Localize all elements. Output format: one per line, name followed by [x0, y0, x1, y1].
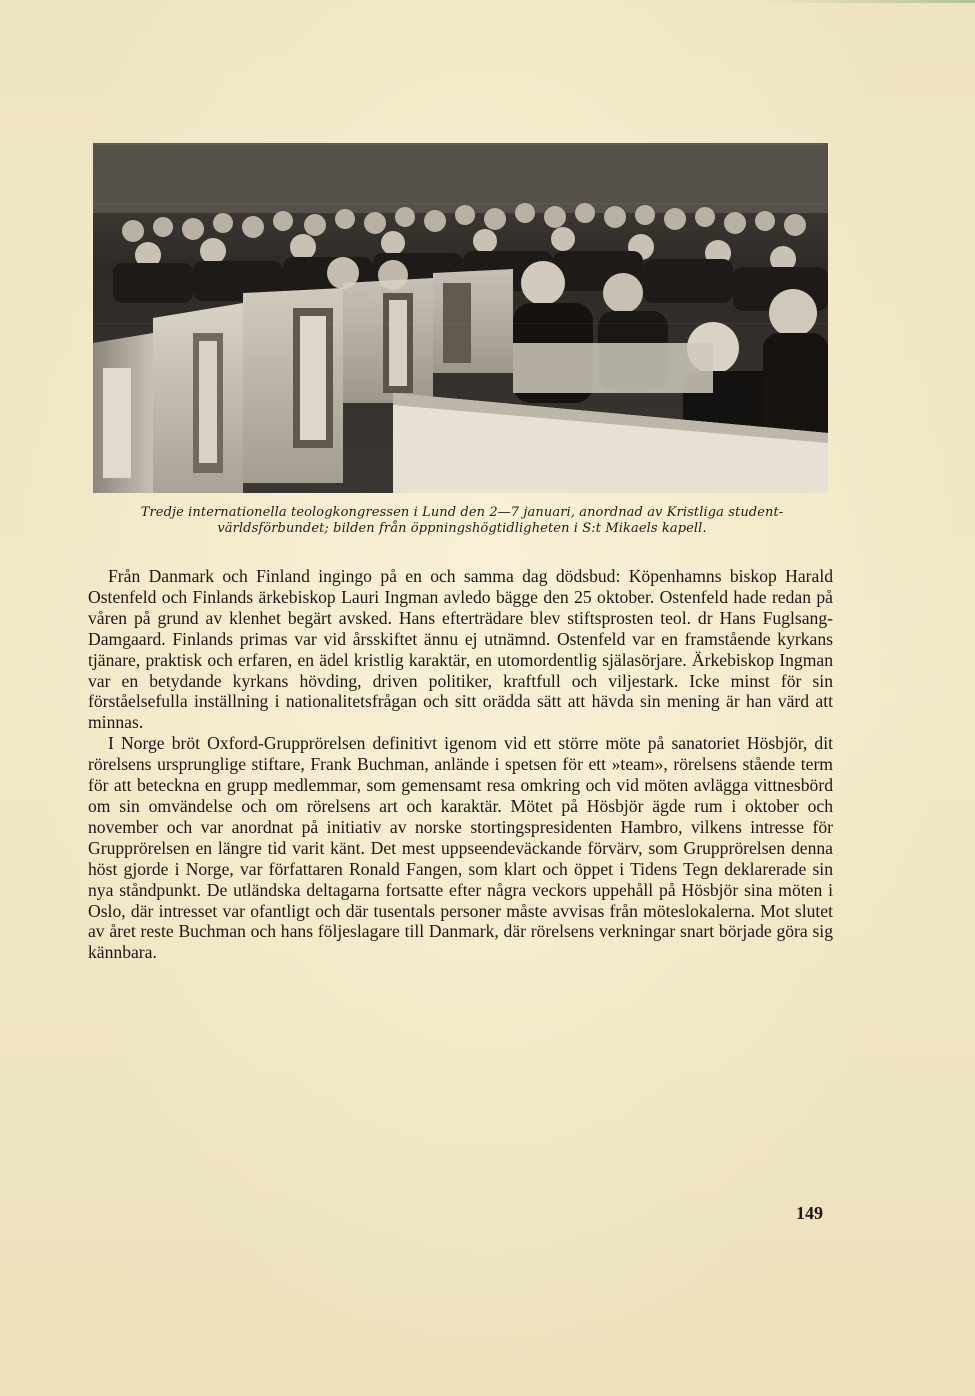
paragraph-1: Från Danmark och Finland ingingo på en och samma dag dödsbud: Köpenhamns biskop Harald Ostenfeld och Finlands ärkebiskop Lauri Ingman avledo bägge den 25 oktober. Ostenfeld hade redan på våren på grund av klenhet begärt avsked. Hans efterträdare blev stiftsprosten teol. dr Hans Fuglsang-Damgaard. Finlands primas var vid årsskiftet ännu ej utnämnd. Ostenfeld var en framstående kyrkans tjänare, praktisk och erfaren, en ädel kristlig karaktär, en utomordentlig själasörjare. Ärkebiskop Ingman var en betydande kyrkans hövding, driven politiker, kraftfull och viljestark. Icke minst för sin förståelsefulla inställning i nationalitetsfrågan och sitt orädda sätt att hävda sin mening är han värd att minnas.	[88, 566, 833, 733]
page-edge-tint	[760, 0, 975, 3]
main-text	[88, 566, 833, 963]
caption-line-2: världsförbundet; bilden från öppningshögtidligheten i S:t Mikaels kapell.	[217, 521, 707, 536]
page-number: 149	[796, 1203, 823, 1223]
photo-caption	[88, 505, 836, 537]
caption-line-1: Tredje internationella teologkongressen i Lund den 2—7 januari, anordnad av Kristliga student-	[140, 505, 784, 520]
chapel-photograph	[93, 143, 828, 493]
paragraph-2: I Norge bröt Oxford-Grupprörelsen definitivt igenom vid ett större möte på sanatoriet Hösbjör, dit rörelsens ursprunglige stiftare, Frank Buchman, anlände i spetsen för ett »team», rörelsens stående term för att beteckna en grupp medlemmar, som gemensamt resa omkring och vid möten avlägga vittnesbörd om sin omvändelse och om rörelsens art och karaktär. Mötet på Hösbjör ägde rum i oktober och november och var anordnat på initiativ av norske stortingspresidenten Hambro, vilkens intresse för Grupprörelsen en längre tid varit känt. Det mest uppseendeväckande förvärv, som Grupprörelsen denna höst gjorde i Norge, var författaren Ronald Fangen, som klart och öppet i Tidens Tegn deklarerade sin nya ståndpunkt. De utländska deltagarna fortsatte efter några veckors uppehåll på Hösbjör sina möten i Oslo, där intresset var ofantligt och där tusentals personer måste avvisas från möteslokalerna. Mot slutet av året reste Buchman och hans följeslagare till Danmark, där rörelsens verkningar snart började göra sig kännbara.	[88, 733, 833, 963]
photo-illustration	[93, 143, 828, 493]
